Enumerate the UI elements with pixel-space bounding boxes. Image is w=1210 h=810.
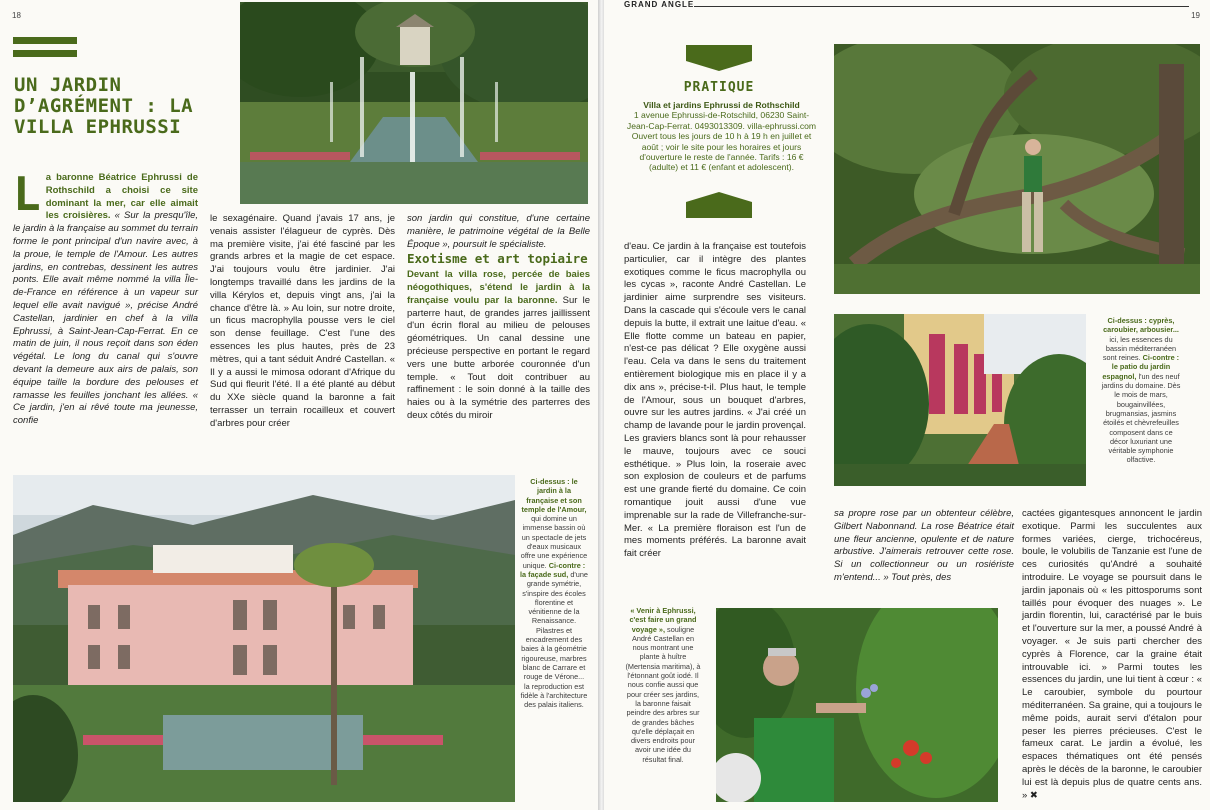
section-header: GRAND ANGLE [624,0,695,9]
spanish-patio-photo [834,314,1086,486]
article-lead: a baronne Béatrice Ephrussi de Rothschild a choisi ce site dominant la mer, car elle aimait les croisières. [45,172,198,222]
villa-facade-photo [13,475,515,802]
title-bar-bottom [13,50,77,57]
caption-right-text-2: l'un des neuf jardins du domaine. Dès le mois de mars, bougainvillées, brugmansias, jasmins étoilés et chèvrefeuilles composent dans ce décor luxuriant une véritable symphonie olfactive. [1101,371,1181,465]
pratique-title: PRATIQUE [683,80,755,95]
left-page [0,0,600,810]
caption-right-bold-2: Ci-contre : le patio du jardin espagnol, [1102,353,1180,381]
column-6-text: cactées gigantesques annoncent le jardin exotique. Parmi les succulentes aux formes variées, cierge, trichocéreus, boule, le volubilis de Tanzanie est l'une de ces curiosités qu'André a souhaité introduire. Le voyage se poursuit dans le jardin japonais où « les pittosporums sont taillés pour évoquer des nuages ». Le jardin florentin, lui, caractérisé par le buis et l'ouverture sur la mer, a poussé André à voyager. « Je suis parti chercher des cyprès à Florence, car la graine était introuvable ici. » Parmi toutes les essences du jardin, une lui tient à cœur : « Le caroubier, symbole du pourtour méditerranéen. Sa graine, qui a toujours le même poids, aurait servi d'étalon pour peser les pierres précieuses. C'est le fameux carat. Le jardin a évolué, les espaces thématiques ont été pensés après le décès de la baronne, le caroubier lui est là depuis plus de quatre cents ans. » ✖ [1022,508,1202,801]
column-4-text: d'eau. Ce jardin à la française est toutefois particulier, car il intègre des plantes exotiques comme le ficus macrophylla ou les cycas », raconte André Castellan. Le jardinier aime surprendre ses visiteurs. Dans la cascade qui s'écoule vers le canal depuis la butte, il extrait une laitue d'eau. « Elle flotte comme un bateau en papier, n'est-ce pas délicat ? Elle oxygène aussi l'eau. Cela va dans le sens du traitement entièrement biologique mis en place il y a dix ans », précise-t-il. Plus haut, le temple de l'Amour, sous un bouquet d'arbres, ouvre sur les autres jardins. « J'ai créé un champ de lavande pour le jardin provençal. Les graviers blancs sont là pour rehausser le mauve, toujours avec ce souci esthétique. » Plus loin, la roseraie avec son explosion de couleurs et de parfums est une grande fierté du domaine. Ce coin romantique jouit aussi d'une vue imprenable sur la rade de Villefranche-sur-Mer. « La première floraison est l'un de mes moments préférés. La baronne avait fait créer [624,241,806,560]
caption-right-text-1: ici, les essences du bassin méditerranéen sont reines. [1102,334,1177,363]
article-column-2 [210,213,395,431]
page-number-right: 19 [1191,11,1200,20]
caption-right-photos [1100,316,1182,465]
subheading: Exotisme et art topiaire [407,251,588,267]
pratique-body [624,100,819,173]
pratique-bottom-chevron [686,192,752,218]
pratique-details: 1 avenue Ephrussi-de-Rotschild, 06230 Saint-Jean-Cap-Ferrat. 0493013309. villa-ephrussi.com Ouvert tous les jours de 10 h à 19 h en juillet et août ; voir le site pour les horaires et jours d'ouverture le reste de l'année. Tarifs : 16 € (adulte) et 11 € (enfant et adolescent). [626,110,817,173]
article-column-4 [624,241,806,561]
column-5-text: sa propre rose par un obtenteur célèbre, Gilbert Nabonnand. La rose Béatrice était une fleur ancienne, opulente et de nature arbustive. J'aimerais retrouver cette rose. Si un collectionneur ou un rosiériste m'entend... » Tout près, des [834,508,1014,583]
page-number-left: 18 [12,11,21,20]
header-rule [694,6,1189,7]
quote-caption [624,606,702,764]
caption-left-text-2: d'une grande symétrie, s'inspire des écoles florentine et vénitienne de la Renaissance. Pilastres et encadrement des baies à la géométrie rigoureuse, marbres blanc de Carrare et rouge de Vérone... la reproduction est fidèle à l'architecture des palais italiens. [520,569,588,710]
drop-cap: L [13,167,41,221]
gardener-flowers-photo [716,608,998,802]
caption-left-bold-1: Ci-dessus : le jardin à la française et son temple de l'Amour, [521,477,587,514]
column-3-rest: Sur le parterre haut, de grandes jarres jaillissent d'un écrin floral au milieu de pelouses géométriques. Un canal dessine une précieuse perspective en portant le regard vers une butte arborée couronnée d'un temple. « Tout doit contribuer au raffinement : le soin donné à la taille des haies ou à la symétrie des parterres des deux côtés du miroir [407,294,590,421]
article-column-3 [407,213,590,423]
article-column-1 [13,167,198,428]
right-page [604,0,1210,810]
article-column-5 [834,508,1014,585]
caption-left-text-1: qui domine un immense bassin où un spectacle de jets d'eaux musicaux offre une expérience unique. [520,514,588,570]
column-1-text: « Sur la presqu'île, le jardin à la française au sommet du terrain forme le pont principal d'un navire avec, à la proue, le temple de l'Amour. Les autres jardins, en contrebas, dessinent les autres ponts. Elle avait même nommé la villa Île-de-France en référence à un vapeur sur lequel elle avait navigué », précise André Castellan, jardinier en chef à la villa Ephrussi, à Saint-Jean-Cap-Ferrat. En ce matin de juin, il nous reçoit dans son éden végétal. Le long du canal qui s'ouvre devant la demeure aux airs de palais, son équipe taille la bordure des pelouses et ramasse les feuilles jonchant les allées. « Ce jardin, j'en ai rêvé toute ma jeunesse, confie [13,210,198,427]
pratique-name: Villa et jardins Ephrussi de Rothschild [643,100,800,110]
article-column-6 [1022,508,1202,802]
caption-right-bold-1: Ci-dessus : cyprès, caroubier, arbousier... [1103,316,1179,335]
column-3-lead: Devant la villa rose, percée de baies néogothiques, s'étend le jardin à la française voulu par la baronne. [407,269,590,306]
fountain-garden-photo [240,2,588,204]
column-2-text: le sexagénaire. Quand j'avais 17 ans, je venais assister l'élagueur de cyprès. Dès ma première visite, j'ai été fasciné par les grands arbres et la magie de cet espace. J'ai toujours voulu être jardinier. J'ai longtemps travaillé dans les jardins de la villa Kérylos et, depuis vingt ans, j'ai la chance d'être là. » Au loin, sur notre droite, un ficus macrophylla pousse vers le ciel son dense feuillage. C'est l'une des essences les plus hautes, près de 23 mètres, qui a tant séduit André Castellan. « Il y a aussi le mimosa odorant d'Afrique du Sud qui fleurit l'été. Il a été planté au début du XXe siècle quand la baronne a fait terrasser un terrain rocailleux et couvert d'arbres pour créer [210,213,395,429]
caption-left-photos [520,477,588,709]
pratique-top-chevron [686,45,752,71]
column-3-text: son jardin qui constitue, d'une certaine manière, le patrimoine végétal de la Belle Époque », poursuit le spécialiste. [407,213,590,250]
quote-caption-bold: « Venir à Ephrussi, c'est faire un grand voyage », [629,606,697,634]
gardener-carob-tree-photo [834,44,1200,294]
title-bar-top [13,37,77,44]
quote-caption-text: souligne André Castellan en nous montrant une plante à huître (Mertensia maritima), à l'étonnant goût iodé. Il nous confie aussi que pour créer ses jardins, la baronne faisait peindre des arbres sur de grandes bâches qu'elle déplaçait en divers endroits pour avoir une idée du résultat final. [625,624,701,764]
article-title: UN JARDIN D’AGRÉMENT : LA VILLA EPHRUSSI [14,74,194,138]
caption-left-bold-2: Ci-contre : la façade sud, [520,560,586,579]
